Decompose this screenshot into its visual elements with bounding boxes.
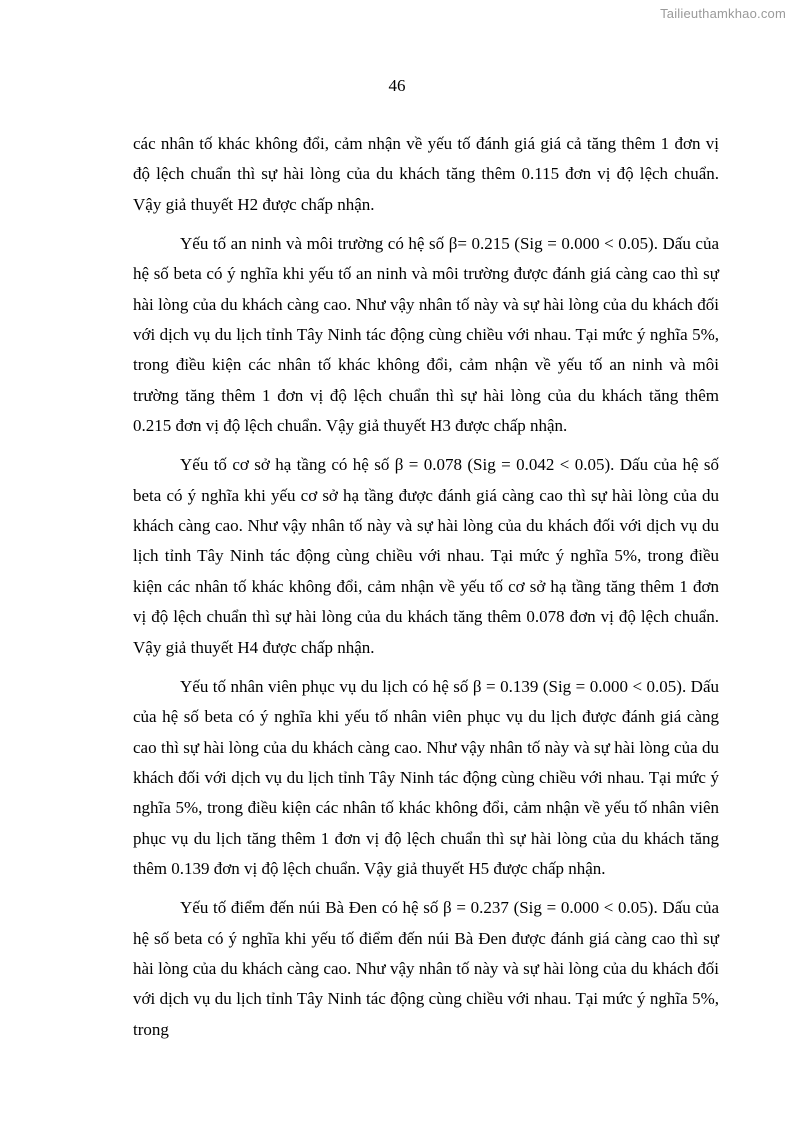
- paragraph-h5-tourism-staff: Yếu tố nhân viên phục vụ du lịch có hệ số β = 0.139 (Sig = 0.000 < 0.05). Dấu của hệ số beta có ý nghĩa khi yếu tố nhân viên phục vụ du lịch được đánh giá càng cao thì sự hài lòng của du khách càng cao. Như vậy nhân tố này và sự hài lòng của du khách đối với dịch vụ du lịch tỉnh Tây Ninh tác động cùng chiều với nhau. Tại mức ý nghĩa 5%, trong điều kiện các nhân tố khác không đổi, cảm nhận về yếu tố nhân viên phục vụ du lịch tăng thêm 1 đơn vị độ lệch chuẩn thì sự hài lòng của du khách tăng thêm 0.139 đơn vị độ lệch chuẩn. Vậy giả thuyết H5 được chấp nhận.: [133, 676, 719, 879]
- paragraph-ba-den-mountain: Yếu tố điểm đến núi Bà Đen có hệ số β = 0.237 (Sig = 0.000 < 0.05). Dấu của hệ số beta có ý nghĩa khi yếu tố điểm đến núi Bà Đen được đánh giá càng cao thì sự hài lòng của du khách càng cao. Như vậy nhân tố này và sự hài lòng của du khách đối với dịch vụ du lịch tỉnh Tây Ninh tác động cùng chiều với nhau. Tại mức ý nghĩa 5%, trong: [133, 898, 719, 1039]
- paragraph-h4-infrastructure: Yếu tố cơ sở hạ tầng có hệ số β = 0.078 (Sig = 0.042 < 0.05). Dấu của hệ số beta có ý nghĩa khi yếu cơ sở hạ tầng được đánh giá càng cao thì sự hài lòng của du khách càng cao. Như vậy nhân tố này và sự hài lòng của du khách đối với dịch vụ du lịch tỉnh Tây Ninh tác động cùng chiều với nhau. Tại mức ý nghĩa 5%, trong điều kiện các nhân tố khác không đổi, cảm nhận về yếu tố cơ sở hạ tầng tăng thêm 1 đơn vị độ lệch chuẩn thì sự hài lòng của du khách tăng thêm 0.078 đơn vị độ lệch chuẩn. Vậy giả thuyết H4 được chấp nhận.: [133, 455, 719, 657]
- paragraph-h2-conclusion: các nhân tố khác không đổi, cảm nhận về yếu tố đánh giá giá cả tăng thêm 1 đơn vị độ lệch chuẩn thì sự hài lòng của du khách tăng thêm 0.115 đơn vị độ lệch chuẩn. Vậy giả thuyết H2 được chấp nhận.: [133, 134, 719, 214]
- body-text: [133, 129, 719, 1054]
- paragraph-h3-security-environment: Yếu tố an ninh và môi trường có hệ số β= 0.215 (Sig = 0.000 < 0.05). Dấu của hệ số beta có ý nghĩa khi yếu tố an ninh và môi trường được đánh giá càng cao thì sự hài lòng của du khách càng cao. Như vậy nhân tố này và sự hài lòng của du khách đối với dịch vụ du lịch tỉnh Tây Ninh tác động cùng chiều với nhau. Tại mức ý nghĩa 5%, trong điều kiện các nhân tố khác không đổi, cảm nhận về yếu tố an ninh và môi trường tăng thêm 1 đơn vị độ lệch chuẩn thì sự hài lòng của du khách tăng thêm 0.215 đơn vị độ lệch chuẩn. Vậy giả thuyết H3 được chấp nhận.: [133, 233, 719, 436]
- page-number: 46: [388, 76, 406, 95]
- watermark: Tailieuthamkhao.com: [660, 6, 786, 21]
